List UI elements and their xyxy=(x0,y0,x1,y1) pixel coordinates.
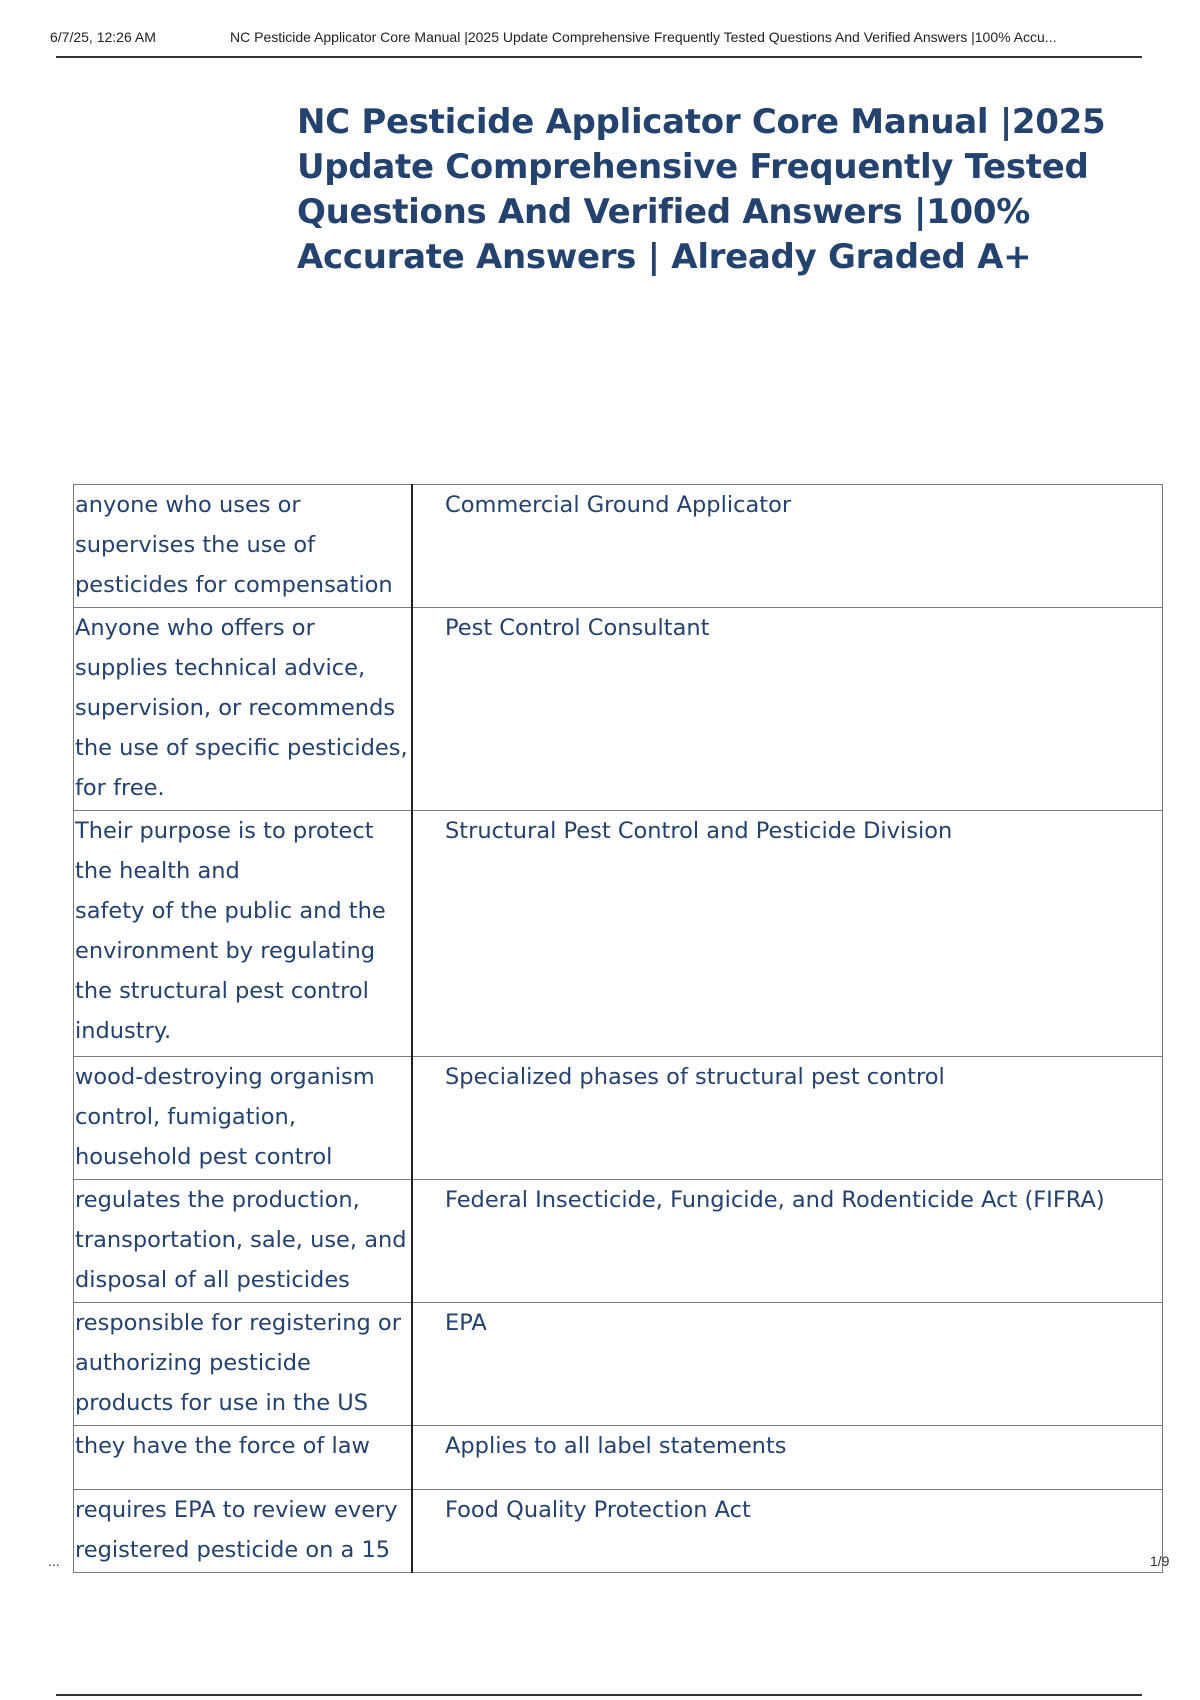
print-document-title: NC Pesticide Applicator Core Manual |2025 Update Comprehensive Frequently Tested Questions And Verified Answers |100% Accu... xyxy=(230,29,1057,45)
document-title: NC Pesticide Applicator Core Manual |2025 Update Comprehensive Frequently Tested Questions And Verified Answers |100% Accurate Answers | Already Graded A+ xyxy=(297,102,1106,277)
table-row xyxy=(74,1490,1163,1573)
answer-cell: Commercial Ground Applicator xyxy=(412,485,1163,608)
question-text: safety of the public and the environment by regulating the structural pest control industry. xyxy=(75,898,386,1044)
question-cell xyxy=(74,1490,413,1573)
question-cell xyxy=(74,1057,413,1180)
question-cell xyxy=(74,811,413,1057)
question-cell xyxy=(74,485,413,608)
answer-cell: Pest Control Consultant xyxy=(412,608,1163,811)
print-timestamp: 6/7/25, 12:26 AM xyxy=(50,29,156,45)
answer-cell: Specialized phases of structural pest control xyxy=(412,1057,1163,1180)
table-row xyxy=(74,485,1163,608)
answer-cell: Applies to all label statements xyxy=(412,1426,1163,1490)
answer-cell: Federal Insecticide, Fungicide, and Rodenticide Act (FIFRA) xyxy=(412,1180,1163,1303)
table-row xyxy=(74,1303,1163,1426)
table-row xyxy=(74,1426,1163,1490)
table-row xyxy=(74,811,1163,1057)
question-text: Anyone who offers or supplies technical advice, supervision, or recommends the use of specific pesticides, for free. xyxy=(75,615,408,801)
question-text: anyone who uses or supervises the use of pesticides for compensation xyxy=(75,492,393,598)
question-text: regulates the production, transportation, sale, use, and disposal of all pesticides xyxy=(75,1187,407,1293)
header-divider xyxy=(56,56,1142,58)
question-text: requires EPA to review every registered pesticide on a 15 xyxy=(75,1497,398,1563)
question-cell xyxy=(74,1426,413,1490)
answer-cell: Food Quality Protection Act xyxy=(412,1490,1163,1573)
bottom-divider xyxy=(56,1694,1142,1696)
qa-table xyxy=(73,484,1163,1573)
question-cell xyxy=(74,1180,413,1303)
question-cell xyxy=(74,608,413,811)
answer-cell: Structural Pest Control and Pesticide Division xyxy=(412,811,1163,1057)
question-text: wood-destroying organism control, fumigation, household pest control xyxy=(75,1064,375,1170)
table-row xyxy=(74,608,1163,811)
question-text: they have the force of law xyxy=(75,1433,370,1459)
answer-cell: EPA xyxy=(412,1303,1163,1426)
table-row xyxy=(74,1057,1163,1180)
table-row xyxy=(74,1180,1163,1303)
question-cell xyxy=(74,1303,413,1426)
page-number: 1/9 xyxy=(1150,1553,1170,1569)
question-text: Their purpose is to protect the health and xyxy=(75,818,374,884)
print-header xyxy=(50,29,1170,51)
footer-ellipsis: ... xyxy=(48,1553,60,1569)
question-text: responsible for registering or authorizing pesticide products for use in the US xyxy=(75,1310,401,1416)
